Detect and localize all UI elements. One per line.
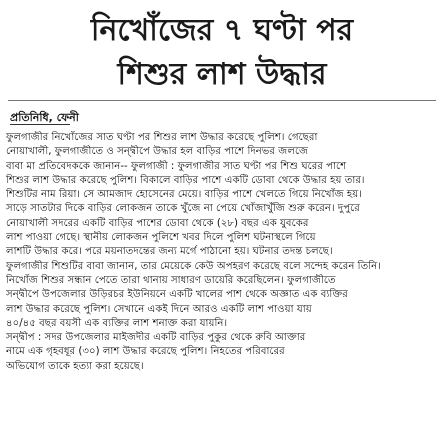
byline-underline [10, 124, 70, 125]
body-line: নোয়াখালী, ফুলগাজীতে ও সন্দ্বীপে উদ্ধার হল বাড়ির পাশে দিনভর জলজে [6, 146, 309, 158]
body-line: শিশুটির নাম রিয়া। সে আমজাদ হোসেনের মেয়ে। বাড়ির পাশে খেলতে গিয়ে নিখোঁজ হয়। [6, 189, 362, 201]
body-line: ফুলগাজীর শিশুটির বাবা জানান, তার মেয়েকে কেউ অপহরণ করেছে বলে সন্দেহ করেন তিনি। [6, 260, 381, 272]
body-line: সাড়ে সাতটার দিকে বাড়ির লোকজন তাকে খুঁজে না পেয়ে খোঁজাখুঁজি শুরু করেন। দুপুরে [6, 203, 360, 215]
body-line: নামে এক গৃহবধূর (৩০) লাশ উদ্ধার করেছে পুলিশ। নিহতের পরিবারের [6, 346, 285, 358]
body-line: লাশ পাওয়া গেছে। স্থানীয় লোকজন পুলিশে খবর দিলে পুলিশ ঘটনাস্থলে গিয়ে [6, 232, 316, 244]
body-line: লাশ উদ্ধার করেছে পুলিশ। সেখানে একই দিনে আরও একটি লাশ পাওয়া যায় [6, 303, 312, 315]
body-line: ৪০/৪৫ বছর বয়সী এক ব্যক্তির লাশ শনাক্ত করা যায়নি। [6, 317, 228, 329]
byline: প্রতিনিধি, ফেনী [10, 111, 79, 124]
body-line: লাশটি উদ্ধার করে। পরে ময়নাতদন্তের জন্য মর্গে পাঠানো হয়। ঘটনার তদন্ত চলছে। [6, 246, 333, 258]
headline-line-2: শিশুর লাশ উদ্ধার [117, 57, 327, 92]
body-line: সন্দ্বীপ : সদর উপজেলার মাইজদীর একটি বাড়ির পুকুর থেকে রুবি আক্তার [6, 332, 306, 344]
article-body [6, 131, 438, 374]
body-line: অভিযোগ তাকে হত্যা করা হয়েছে। [6, 360, 144, 372]
body-line: শিশুর লাশ উদ্ধার করেছে পুলিশ। বিকালে বাড়ির পাশে একটি ডোবা থেকে উদ্ধার হয় তার। [6, 174, 365, 186]
headline-divider [8, 100, 436, 101]
body-line: নোয়াখালী সদরের একটি বাড়ির পাশের ডোবা থেকে (২৮) বছর এক যুবকের [6, 217, 309, 229]
body-line: নিখোঁজ শিশুর সন্ধান পেতে তারা থানায় সাধারণ ডায়েরি করেছিলেন। ফুলগাজীতে [6, 274, 336, 286]
body-line: বাবা মা প্রতিবেদককে জানান-- ফুলগাজী : ফুলগাজীর সাত ঘণ্টা পর শিশু ঘরের পাশে [6, 160, 347, 172]
headline-line-1: নিখোঁজের ৭ ঘণ্টা পর [90, 13, 354, 48]
body-line: ফুলগাজীর নিখোঁজের সাত ঘণ্টা পর শিশুর লাশ উদ্ধার করেছে পুলিশ। গেছেরা [6, 132, 318, 143]
body-line: সন্দ্বীপে উপজেলার উড়িরচর ইউনিয়নে একটি খালের পাশ থেকে অজ্ঞাত এক ব্যক্তির [6, 289, 348, 301]
